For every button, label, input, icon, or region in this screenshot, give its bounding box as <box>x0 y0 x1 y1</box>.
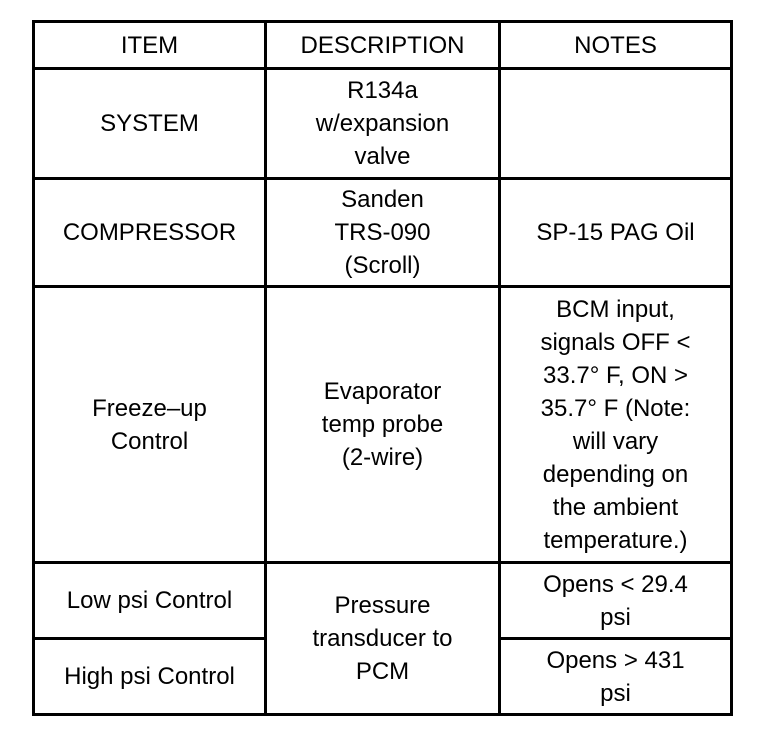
cell-description-system: R134a w/expansion valve <box>266 69 500 179</box>
table-header-row <box>34 22 732 69</box>
header-notes: NOTES <box>500 22 732 69</box>
table-row-system <box>34 69 732 179</box>
cell-item-low-psi: Low psi Control <box>34 563 266 639</box>
cell-description-compressor: Sanden TRS-090 (Scroll) <box>266 179 500 287</box>
table-row-compressor <box>34 179 732 287</box>
header-description: DESCRIPTION <box>266 22 500 69</box>
cell-notes-compressor: SP-15 PAG Oil <box>500 179 732 287</box>
cell-notes-low-psi: Opens < 29.4 psi <box>500 563 732 639</box>
cell-description-pressure-transducer: Pressure transducer to PCM <box>266 563 500 715</box>
cell-item-compressor: COMPRESSOR <box>34 179 266 287</box>
specification-table <box>32 20 733 716</box>
cell-notes-high-psi: Opens > 431 psi <box>500 639 732 715</box>
header-item: ITEM <box>34 22 266 69</box>
cell-notes-freeze-up: BCM input, signals OFF < 33.7° F, ON > 35.7° F (Note: will vary depending on the ambient temperature.) <box>500 287 732 563</box>
cell-item-freeze-up: Freeze–up Control <box>34 287 266 563</box>
table-row-low-psi <box>34 563 732 639</box>
cell-description-freeze-up: Evaporator temp probe (2-wire) <box>266 287 500 563</box>
table-row-freeze-up <box>34 287 732 563</box>
cell-item-high-psi: High psi Control <box>34 639 266 715</box>
cell-notes-system <box>500 69 732 179</box>
cell-item-system: SYSTEM <box>34 69 266 179</box>
